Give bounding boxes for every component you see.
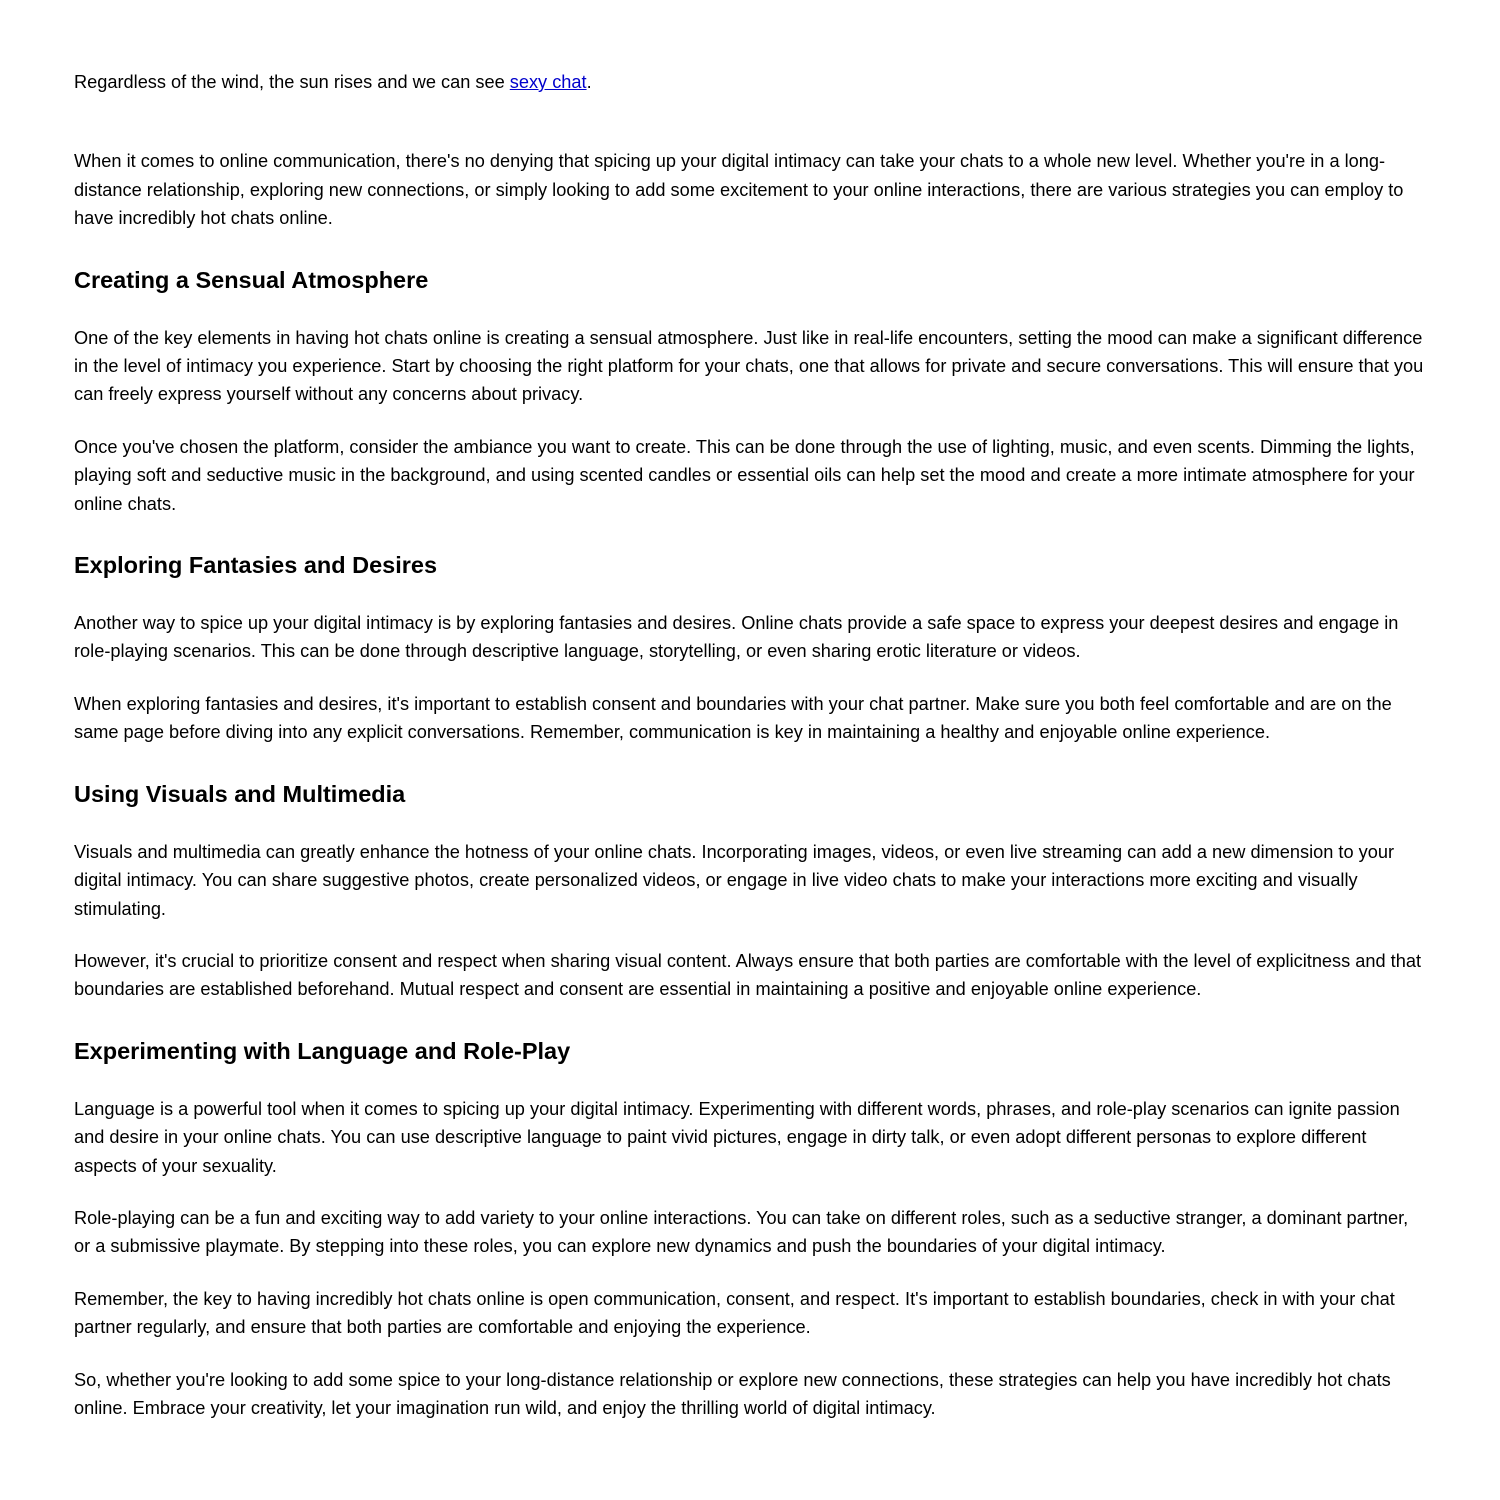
section-heading-language-roleplay: Experimenting with Language and Role-Play — [74, 1037, 571, 1064]
intro-line — [74, 68, 1426, 96]
section-paragraph: Role-playing can be a fun and exciting way to add variety to your online interactions. You can take on different roles, such as a seductive stranger, a dominant partner, or a submissive playmate. By stepping into these roles, you can explore new dynamics and push the boundaries of your digital intimacy. — [74, 1207, 1409, 1257]
intro-text: Regardless of the wind, the sun rises and we can see — [74, 72, 510, 92]
intro-period: . — [586, 72, 592, 92]
section-paragraph: Visuals and multimedia can greatly enhance the hotness of your online chats. Incorporating images, videos, or even live streaming can add a new dimension to your digital intimacy. You can share suggestive photos, create personalized videos, or engage in live video chats to make your interactions more exciting and visually stimulating. — [74, 841, 1395, 919]
section-paragraph: Remember, the key to having incredibly hot chats online is open communication, consent, and respect. It's important to establish boundaries, check in with your chat partner regularly, and ensure that both parties are comfortable and enjoying the experience. — [74, 1288, 1395, 1338]
section-paragraph: Another way to spice up your digital intimacy is by exploring fantasies and desires. Online chats provide a safe space to express your deepest desires and engage in role-playing scenarios. This can be done through descriptive language, storytelling, or even sharing erotic literature or videos. — [74, 613, 1399, 662]
section-heading-fantasies-desires: Exploring Fantasies and Desires — [74, 552, 438, 579]
section-heading-visuals-multimedia: Using Visuals and Multimedia — [74, 780, 406, 807]
sexy-chat-link[interactable]: sexy chat — [509, 72, 587, 92]
opening-paragraph: When it comes to online communication, there's no denying that spicing up your digital intimacy can take your chats to a whole new level. Whether you're in a long-distance relationship, exploring new connections, or simply looking to add some excitement to your online interactions, there are various strategies you can employ to have incredibly hot chats online. — [74, 151, 1404, 229]
section-heading-sensual-atmosphere: Creating a Sensual Atmosphere — [74, 266, 429, 293]
section-paragraph: Language is a powerful tool when it comes to spicing up your digital intimacy. Experimenting with different words, phrases, and role-play scenarios can ignite passion and desire in your online chats. You can use descriptive language to paint vivid pictures, engage in dirty talk, or even adopt different personas to explore different aspects of your sexuality. — [74, 1098, 1400, 1176]
section-paragraph: When exploring fantasies and desires, it's important to establish consent and boundaries with your chat partner. Make sure you both feel comfortable and are on the same page before diving into any explicit conversations. Remember, communication is key in maintaining a healthy and enjoyable online experience. — [74, 693, 1392, 743]
section-paragraph: One of the key elements in having hot chats online is creating a sensual atmosphere. Just like in real-life encounters, setting the mood can make a significant difference in the level of intimacy you experience. Start by choosing the right platform for your chats, one that allows for private and secure conversations. This will ensure that you can freely express yourself without any concerns about privacy. — [74, 327, 1424, 405]
section-paragraph: However, it's crucial to prioritize consent and respect when sharing visual content. Always ensure that both parties are comfortable with the level of explicitness and that boundaries are established beforehand. Mutual respect and consent are essential in maintaining a positive and enjoyable online experience. — [74, 950, 1422, 1000]
section-paragraph: So, whether you're looking to add some spice to your long-distance relationship or explore new connections, these strategies can help you have incredibly hot chats online. Embrace your creativity, let your imagination run wild, and enjoy the thrilling world of digital intimacy. — [74, 1369, 1391, 1418]
section-paragraph: Once you've chosen the platform, consider the ambiance you want to create. This can be done through the use of lighting, music, and even scents. Dimming the lights, playing soft and seductive music in the background, and using scented candles or essential oils can help set the mood and create a more intimate atmosphere for your online chats. — [74, 436, 1415, 514]
